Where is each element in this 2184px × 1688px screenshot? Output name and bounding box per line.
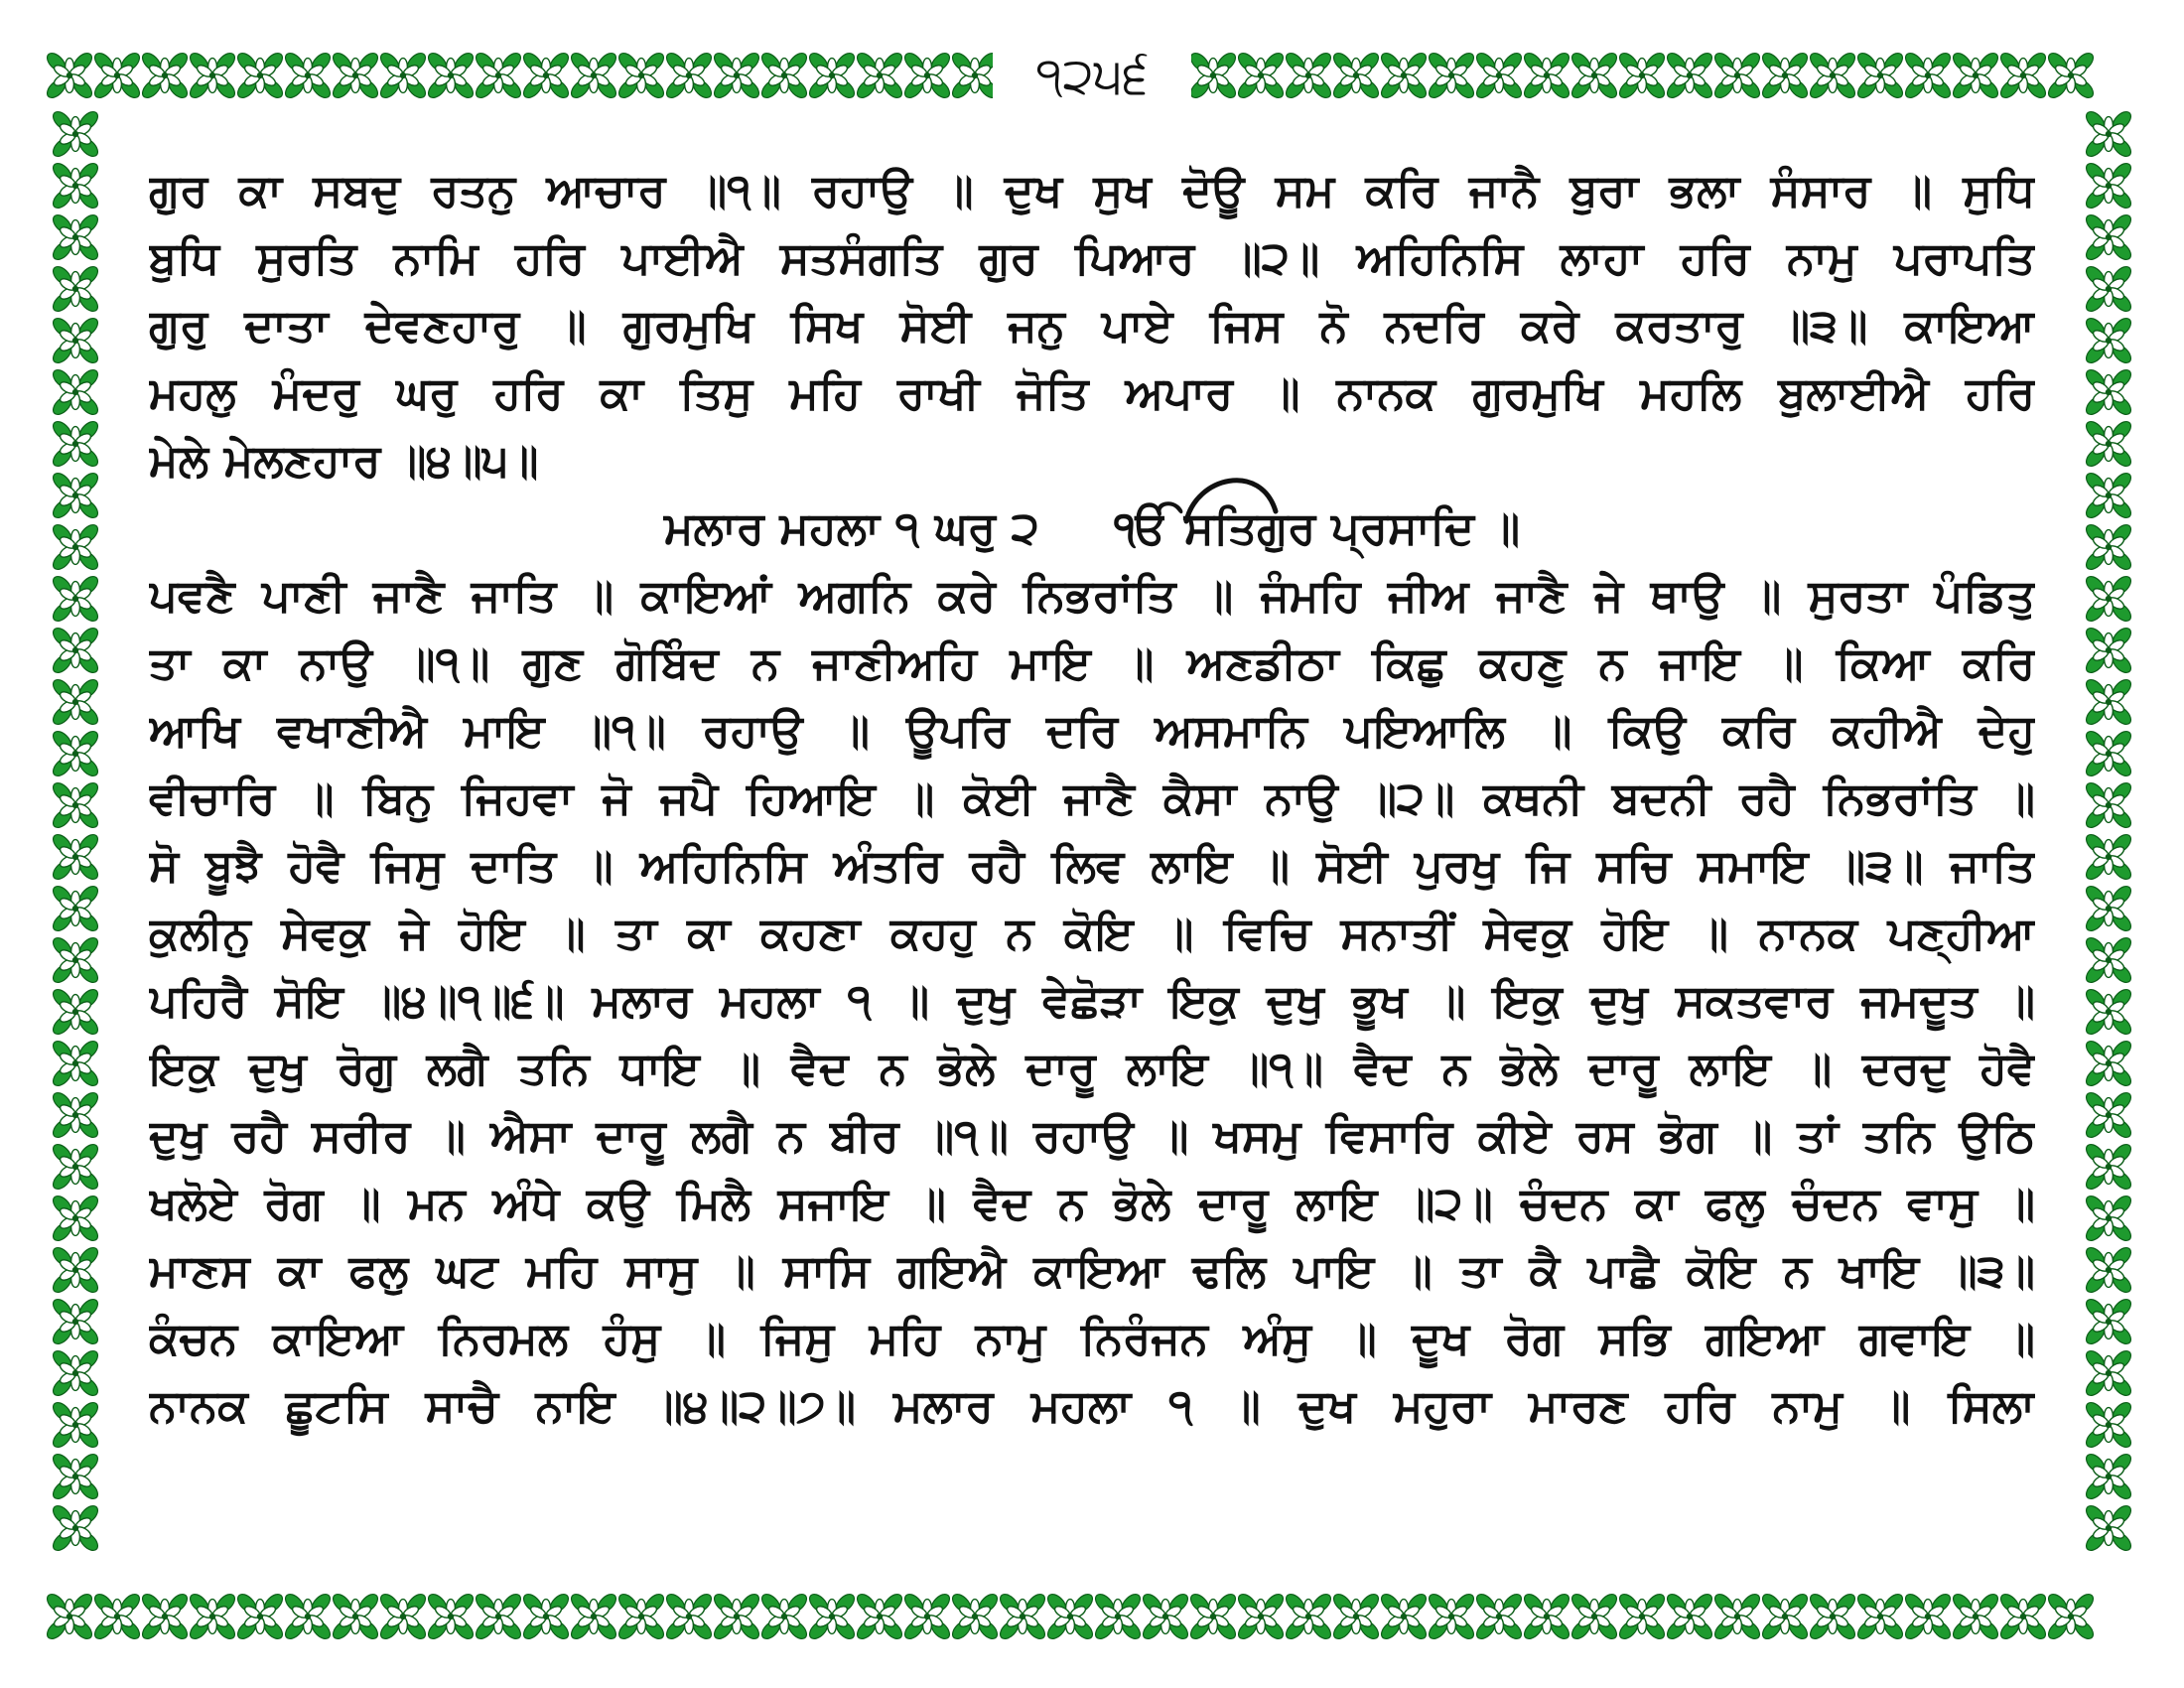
flower-ornament [2083, 625, 2133, 675]
flower-ornament [1711, 50, 1762, 100]
flower-ornament [1616, 50, 1667, 100]
flower-ornament [1521, 1591, 1571, 1641]
flower-ornament [758, 1591, 809, 1641]
flower-ornament [2083, 1296, 2133, 1346]
flower-ornament [568, 1591, 618, 1641]
flower-ornament [50, 934, 100, 985]
flower-ornament [854, 1591, 904, 1641]
flower-ornament [50, 986, 100, 1037]
flower-ornament [2083, 521, 2133, 572]
flower-ornament [2083, 934, 2133, 985]
flower-ornament [50, 1347, 100, 1398]
flower-ornament [1664, 1591, 1714, 1641]
text-line: ਆਖਿ ਵਖਾਣੀਐ ਮਾਇ ॥੧॥ ਰਹਾਉ ॥ ਊਪਰਿ ਦਰਿ ਅਸਮਾਨਿ ਪਇਆਲਿ ॥ ਕਿਉ ਕਰਿ ਕਹੀਐ ਦੇਹੁ [149, 704, 2035, 757]
flower-ornament [1283, 1591, 1333, 1641]
flower-ornament [91, 1591, 142, 1641]
flower-ornament [2083, 1244, 2133, 1295]
raag-heading: ਮਲਾਰ ਮਹਲਾ ੧ ਘਰੁ ੨ [663, 501, 1039, 554]
flower-ornament [2083, 160, 2133, 211]
flower-ornament [901, 50, 952, 100]
flower-ornament [663, 50, 714, 100]
flower-ornament [50, 263, 100, 314]
text-line: ਗੁਰ ਕਾ ਸਬਦੁ ਰਤਨੁ ਆਚਾਰ ॥੧॥ ਰਹਾਉ ॥ ਦੁਖ ਸੁਖ ਦੋਊ ਸਮ ਕਰਿ ਜਾਨੈ ਬੁਰਾ ਭਲਾ ਸੰਸਾਰ ॥ ਸੁਧਿ [149, 164, 2035, 216]
flower-ornament [2083, 986, 2133, 1037]
flower-ornament [2083, 1451, 2133, 1501]
text-line: ਮਾਣਸ ਕਾ ਫਲੁ ਘਟ ਮਹਿ ਸਾਸੁ ॥ ਸਾਸਿ ਗਇਐ ਕਾਇਆ ਢਲਿ ਪਾਇ ॥ ਤਾ ਕੈ ਪਾਛੈ ਕੋਇ ਨ ਖਾਇ ॥੩॥ [149, 1244, 2035, 1297]
text-line: ਗੁਰੁ ਦਾਤਾ ਦੇਵਣਹਾਰੁ ॥ ਗੁਰਮੁਖਿ ਸਿਖ ਸੋਈ ਜਨੁ ਪਾਏ ਜਿਸ ਨੋ ਨਦਰਿ ਕਰੇ ਕਰਤਾਰੁ ॥੩॥ ਕਾਇਆ [149, 299, 2035, 352]
flower-ornament [1378, 50, 1429, 100]
flower-ornament [139, 50, 190, 100]
flower-ornament [2083, 211, 2133, 262]
flower-ornament [50, 470, 100, 520]
mool-mantar-heading: ੴ ਸਤਿਗੁਰ ਪ੍ਰਸਾਦਿ ॥ [1114, 501, 1521, 554]
flower-ornament [806, 1591, 857, 1641]
flower-ornament [1330, 1591, 1381, 1641]
flower-ornament [50, 625, 100, 675]
flower-ornament [50, 1193, 100, 1243]
flower-ornament [50, 1451, 100, 1501]
text-line: ਦੁਖੁ ਰਹੈ ਸਰੀਰ ॥ ਐਸਾ ਦਾਰੂ ਲਗੈ ਨ ਬੀਰ ॥੧॥ ਰਹਾਉ ॥ ਖਸਮੁ ਵਿਸਾਰਿ ਕੀਏ ਰਸ ਭੋਗ ॥ ਤਾਂ ਤਨਿ ਉਠਿ [149, 1109, 2035, 1162]
flower-ornament [44, 50, 94, 100]
flower-ornament [2083, 263, 2133, 314]
flower-ornament [615, 1591, 666, 1641]
flower-ornament [1902, 1591, 1953, 1641]
flower-ornament [2083, 470, 2133, 520]
flower-ornament [711, 50, 761, 100]
text-line: ਪਵਣੈ ਪਾਣੀ ਜਾਣੈ ਜਾਤਿ ॥ ਕਾਇਆਂ ਅਗਨਿ ਕਰੇ ਨਿਭਰਾਂਤਿ ॥ ਜੰਮਹਿ ਜੀਅ ਜਾਣੈ ਜੇ ਥਾਉ ॥ ਸੁਰਤਾ ਪੰਡਿਤੁ [149, 569, 2035, 622]
flower-ornament [50, 728, 100, 778]
flower-ornament [1569, 1591, 1619, 1641]
flower-ornament [2083, 108, 2133, 159]
flower-ornament [1759, 1591, 1810, 1641]
flower-ornament [50, 676, 100, 727]
flower-ornament [187, 1591, 237, 1641]
flower-ornament [50, 779, 100, 830]
flower-ornament [1473, 50, 1524, 100]
flower-ornament [50, 366, 100, 417]
flower-ornament [1378, 1591, 1429, 1641]
flower-ornament [1187, 1591, 1238, 1641]
flower-ornament [2045, 1591, 2096, 1641]
flower-ornament [91, 50, 142, 100]
text-line: ਕੁਲੀਨੁ ਸੇਵਕੁ ਜੇ ਹੋਇ ॥ ਤਾ ਕਾ ਕਹਣਾ ਕਹਹੁ ਨ ਕੋਇ ॥ ਵਿਚਿ ਸਨਾਤੀਂ ਸੇਵਕੁ ਹੋਇ ॥ ਨਾਨਕ ਪਣ੍ਹੀਆ [149, 907, 2035, 959]
flower-ornament [1997, 50, 2048, 100]
flower-ornament [1330, 50, 1381, 100]
flower-ornament [520, 1591, 571, 1641]
flower-ornament [1807, 1591, 1857, 1641]
flower-ornament [1521, 50, 1571, 100]
text-line: ਖਲੋਏ ਰੋਗ ॥ ਮਨ ਅੰਧੇ ਕਉ ਮਿਲੈ ਸਜਾਇ ॥ ਵੈਦ ਨ ਭੋਲੇ ਦਾਰੂ ਲਾਇ ॥੨॥ ਚੰਦਨ ਕਾ ਫਲੁ ਚੰਦਨ ਵਾਸੁ ॥ [149, 1177, 2035, 1229]
flower-ornament [901, 1591, 952, 1641]
flower-ornament [1902, 50, 1953, 100]
flower-ornament [2083, 1089, 2133, 1140]
flower-ornament [1473, 1591, 1524, 1641]
flower-ornament [1283, 50, 1333, 100]
text-line: ਕੰਚਨ ਕਾਇਆ ਨਿਰਮਲ ਹੰਸੁ ॥ ਜਿਸੁ ਮਹਿ ਨਾਮੁ ਨਿਰੰਜਨ ਅੰਸੁ ॥ ਦੂਖ ਰੋਗ ਸਭਿ ਗਇਆ ਗਵਾਇ ॥ [149, 1312, 2035, 1364]
flower-ornament [1140, 1591, 1190, 1641]
flower-ornament [1997, 1591, 2048, 1641]
flower-ornament [50, 1244, 100, 1295]
text-line: ਮੇਲੇ ਮੇਲਣਹਾਰ ॥੪॥੫॥ [149, 434, 539, 487]
flower-ornament [1950, 1591, 2000, 1641]
flower-ornament [2083, 366, 2133, 417]
flower-ornament [2083, 1141, 2133, 1192]
flower-ornament [50, 521, 100, 572]
flower-ornament [50, 160, 100, 211]
flower-ornament [949, 1591, 1000, 1641]
text-line: ਸੋ ਬੂਝੈ ਹੋਵੈ ਜਿਸੁ ਦਾਤਿ ॥ ਅਹਿਨਿਸਿ ਅੰਤਰਿ ਰਹੈ ਲਿਵ ਲਾਇ ॥ ਸੋਈ ਪੁਰਖੁ ਜਿ ਸਚਿ ਸਮਾਇ ॥੩॥ ਜਾਤਿ [149, 839, 2035, 892]
flower-ornament [2083, 883, 2133, 933]
flower-ornament [282, 1591, 333, 1641]
flower-ornament [2083, 315, 2133, 365]
flower-ornament [50, 1296, 100, 1346]
flower-ornament [2083, 676, 2133, 727]
flower-ornament [1235, 1591, 1286, 1641]
text-line: ਬੁਧਿ ਸੁਰਤਿ ਨਾਮਿ ਹਰਿ ਪਾਈਐ ਸਤਸੰਗਤਿ ਗੁਰ ਪਿਆਰ ॥੨॥ ਅਹਿਨਿਸਿ ਲਾਹਾ ਹਰਿ ਨਾਮੁ ਪਰਾਪਤਿ [149, 231, 2035, 284]
flower-ornament [758, 50, 809, 100]
flower-ornament [425, 50, 476, 100]
flower-ornament [1044, 1591, 1095, 1641]
text-line: ਮਹਲੁ ਮੰਦਰੁ ਘਰੁ ਹਰਿ ਕਾ ਤਿਸੁ ਮਹਿ ਰਾਖੀ ਜੋਤਿ ਅਪਾਰ ॥ ਨਾਨਕ ਗੁਰਮੁਖਿ ਮਹਲਿ ਬੁਲਾਈਐ ਹਰਿ [149, 366, 2035, 419]
text-line: ਪਹਿਰੈ ਸੋਇ ॥੪॥੧॥੬॥ ਮਲਾਰ ਮਹਲਾ ੧ ॥ ਦੁਖੁ ਵੇਛੋੜਾ ਇਕੁ ਦੁਖੁ ਭੂਖ ॥ ਇਕੁ ਦੁਖੁ ਸਕਤਵਾਰ ਜਮਦੂਤ ॥ [149, 974, 2035, 1027]
flower-ornament [1854, 50, 1905, 100]
ik-onkar-arc-icon [1176, 467, 1286, 526]
flower-ornament [50, 1089, 100, 1140]
flower-ornament [1807, 50, 1857, 100]
flower-ornament [50, 831, 100, 882]
flower-ornament [50, 418, 100, 469]
flower-ornament [997, 1591, 1047, 1641]
flower-ornament [50, 883, 100, 933]
flower-ornament [234, 50, 285, 100]
flower-ornament [663, 1591, 714, 1641]
text-line: ਇਕੁ ਦੁਖੁ ਰੋਗੁ ਲਗੈ ਤਨਿ ਧਾਇ ॥ ਵੈਦ ਨ ਭੋਲੇ ਦਾਰੂ ਲਾਇ ॥੧॥ ਵੈਦ ਨ ਭੋਲੇ ਦਾਰੂ ਲਾਇ ॥ ਦਰਦੁ ਹੋਵੈ [149, 1042, 2035, 1094]
flower-ornament [50, 108, 100, 159]
flower-ornament [50, 1399, 100, 1450]
flower-ornament [50, 1141, 100, 1192]
flower-ornament [2083, 728, 2133, 778]
flower-ornament [1616, 1591, 1667, 1641]
flower-ornament [2083, 573, 2133, 624]
flower-ornament [1187, 50, 1238, 100]
flower-ornament [139, 1591, 190, 1641]
flower-ornament [1854, 1591, 1905, 1641]
flower-ornament [1711, 1591, 1762, 1641]
flower-ornament [187, 50, 237, 100]
flower-ornament [1092, 1591, 1143, 1641]
flower-ornament [1950, 50, 2000, 100]
flower-ornament [473, 1591, 523, 1641]
flower-ornament [711, 1591, 761, 1641]
flower-ornament [377, 1591, 428, 1641]
flower-ornament [2083, 1399, 2133, 1450]
flower-ornament [2083, 831, 2133, 882]
page-number: ੧੨੫੬ [993, 44, 1191, 107]
flower-ornament [2083, 1193, 2133, 1243]
flower-ornament [50, 211, 100, 262]
section-heading [149, 494, 2035, 562]
flower-ornament [2083, 1502, 2133, 1553]
flower-ornament [1759, 50, 1810, 100]
text-line: ਨਾਨਕ ਛੂਟਸਿ ਸਾਚੈ ਨਾਇ ॥੪॥੨॥੭॥ ਮਲਾਰ ਮਹਲਾ ੧ ॥ ਦੁਖ ਮਹੁਰਾ ਮਾਰਣ ਹਰਿ ਨਾਮੁ ॥ ਸਿਲਾ [149, 1379, 2035, 1432]
flower-ornament [806, 50, 857, 100]
flower-ornament [1426, 1591, 1476, 1641]
flower-ornament [2083, 418, 2133, 469]
flower-ornament [234, 1591, 285, 1641]
flower-ornament [2045, 50, 2096, 100]
flower-ornament [330, 1591, 380, 1641]
flower-ornament [282, 50, 333, 100]
text-line: ਤਾ ਕਾ ਨਾਉ ॥੧॥ ਗੁਣ ਗੋਬਿੰਦ ਨ ਜਾਣੀਅਹਿ ਮਾਇ ॥ ਅਣਡੀਠਾ ਕਿਛੁ ਕਹਣੁ ਨ ਜਾਇ ॥ ਕਿਆ ਕਰਿ [149, 636, 2035, 689]
flower-ornament [330, 50, 380, 100]
flower-ornament [377, 50, 428, 100]
flower-ornament [2083, 779, 2133, 830]
flower-ornament [50, 1502, 100, 1553]
flower-ornament [2083, 1347, 2133, 1398]
flower-ornament [1426, 50, 1476, 100]
scripture-text [149, 157, 2035, 1440]
flower-ornament [50, 573, 100, 624]
flower-ornament [50, 315, 100, 365]
flower-ornament [425, 1591, 476, 1641]
flower-ornament [615, 50, 666, 100]
flower-ornament [520, 50, 571, 100]
flower-ornament [1235, 50, 1286, 100]
flower-ornament [50, 1038, 100, 1088]
text-line: ਵੀਚਾਰਿ ॥ ਬਿਨੁ ਜਿਹਵਾ ਜੋ ਜਪੈ ਹਿਆਇ ॥ ਕੋਈ ਜਾਣੈ ਕੈਸਾ ਨਾਉ ॥੨॥ ਕਥਨੀ ਬਦਨੀ ਰਹੈ ਨਿਭਰਾਂਤਿ ॥ [149, 772, 2035, 824]
flower-ornament [473, 50, 523, 100]
flower-ornament [854, 50, 904, 100]
flower-ornament [2083, 1038, 2133, 1088]
flower-ornament [1569, 50, 1619, 100]
flower-ornament [568, 50, 618, 100]
flower-ornament [1664, 50, 1714, 100]
flower-ornament [44, 1591, 94, 1641]
